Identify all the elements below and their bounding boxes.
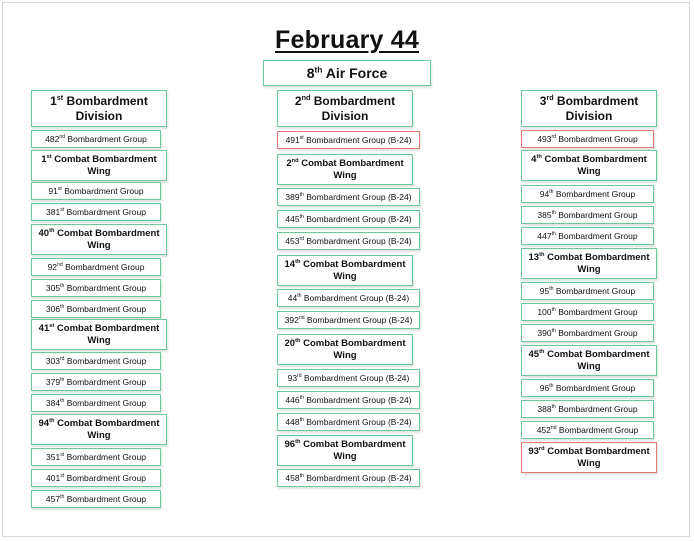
group-box — [277, 391, 420, 409]
box-label: 4th Combat Bombardment Wing — [531, 153, 647, 177]
box-label: 93rd Combat Bombardment Wing — [528, 445, 650, 469]
box-label: 94th Combat Bombardment Wing — [38, 417, 160, 441]
box-label: 388th Bombardment Group — [537, 403, 638, 414]
group-box — [277, 311, 420, 329]
wing-box — [521, 248, 657, 279]
box-label: 445th Bombardment Group (B-24) — [285, 213, 412, 224]
box-label: 452nd Bombardment Group — [536, 424, 639, 435]
group-box — [277, 188, 420, 206]
group-box — [521, 421, 654, 439]
group-box — [31, 373, 161, 391]
group-box — [31, 394, 161, 412]
wing-box — [277, 154, 413, 185]
box-label: 96th Bombardment Group — [539, 382, 636, 393]
wing-box — [521, 150, 657, 181]
group-box — [31, 352, 161, 370]
page-title: February 44 — [275, 26, 419, 54]
box-label: 306th Bombardment Group — [45, 303, 147, 314]
box-label: 392nd Bombardment Group (B-24) — [284, 314, 413, 325]
division-box-3 — [521, 90, 657, 127]
group-box — [31, 469, 161, 487]
box-label: 20th Combat Bombardment Wing — [284, 337, 406, 361]
group-box — [31, 130, 161, 148]
group-box — [521, 206, 654, 224]
box-label: 390th Bombardment Group — [537, 327, 638, 338]
group-box — [277, 131, 420, 149]
box-label: 379th Bombardment Group — [45, 376, 147, 387]
wing-box — [521, 345, 657, 376]
box-label: 305th Bombardment Group — [45, 282, 147, 293]
wing-box — [277, 435, 413, 466]
box-label: 41st Combat Bombardment Wing — [38, 322, 160, 346]
box-label: 1st Combat Bombardment Wing — [41, 153, 157, 177]
box-label: 447th Bombardment Group — [537, 230, 638, 241]
box-label: 91st Bombardment Group — [48, 185, 144, 196]
group-box — [31, 203, 161, 221]
box-label: 13th Combat Bombardment Wing — [528, 251, 650, 275]
wing-box — [277, 334, 413, 365]
group-box — [31, 258, 161, 276]
group-box — [521, 303, 654, 321]
box-label: 1st Bombardment Division — [50, 93, 148, 123]
group-box — [277, 469, 420, 487]
box-label: 40th Combat Bombardment Wing — [38, 227, 160, 251]
box-label: 14th Combat Bombardment Wing — [284, 258, 406, 282]
box-label: 458th Bombardment Group (B-24) — [285, 472, 412, 483]
box-label: 493rd Bombardment Group — [537, 133, 638, 144]
group-box — [31, 182, 161, 200]
group-box — [31, 279, 161, 297]
group-box — [521, 400, 654, 418]
division-box-2 — [277, 90, 413, 127]
box-label: 45th Combat Bombardment Wing — [528, 348, 650, 372]
box-label: 95th Bombardment Group — [539, 285, 636, 296]
group-box — [521, 282, 654, 300]
box-label: 94th Bombardment Group — [539, 188, 636, 199]
box-label: 385th Bombardment Group — [537, 209, 638, 220]
box-label: 453rd Bombardment Group (B-24) — [285, 235, 412, 246]
box-label: 491st Bombardment Group (B-24) — [285, 134, 412, 145]
group-box — [521, 324, 654, 342]
box-label: 381st Bombardment Group — [46, 206, 146, 217]
group-box — [31, 448, 161, 466]
group-box — [277, 413, 420, 431]
box-label: 2nd Bombardment Division — [294, 93, 396, 123]
group-box — [521, 185, 654, 203]
box-label: 92nd Bombardment Group — [47, 261, 145, 272]
box-label: 44th Bombardment Group (B-24) — [287, 292, 410, 303]
box-label: 389th Bombardment Group (B-24) — [285, 191, 412, 202]
box-label: 384th Bombardment Group — [45, 397, 147, 408]
box-label: 3rd Bombardment Division — [539, 93, 639, 123]
box-label: 93rd Bombardment Group (B-24) — [287, 372, 410, 383]
box-label: 401st Bombardment Group — [46, 472, 146, 483]
group-box — [31, 300, 161, 318]
wing-box — [31, 224, 167, 255]
group-box — [31, 490, 161, 508]
division-box-1 — [31, 90, 167, 127]
wing-box — [31, 414, 167, 445]
air-force-label: 8th Air Force — [306, 63, 388, 81]
box-label: 2nd Combat Bombardment Wing — [286, 157, 404, 181]
group-box — [277, 232, 420, 250]
group-box — [521, 130, 654, 148]
wing-box — [277, 255, 413, 286]
air-force-box — [263, 60, 431, 86]
group-box — [277, 369, 420, 387]
box-label: 303rd Bombardment Group — [45, 355, 147, 366]
group-box — [277, 210, 420, 228]
box-label: 457th Bombardment Group — [45, 493, 147, 504]
group-box — [277, 289, 420, 307]
box-label: 448th Bombardment Group (B-24) — [285, 416, 412, 427]
box-label: 96th Combat Bombardment Wing — [284, 438, 406, 462]
wing-box — [31, 150, 167, 181]
wing-box — [521, 442, 657, 473]
group-box — [521, 379, 654, 397]
group-box — [521, 227, 654, 245]
wing-box — [31, 319, 167, 350]
box-label: 446th Bombardment Group (B-24) — [285, 394, 412, 405]
box-label: 100th Bombardment Group — [537, 306, 638, 317]
box-label: 482nd Bombardment Group — [45, 133, 147, 144]
box-label: 351st Bombardment Group — [46, 451, 146, 462]
